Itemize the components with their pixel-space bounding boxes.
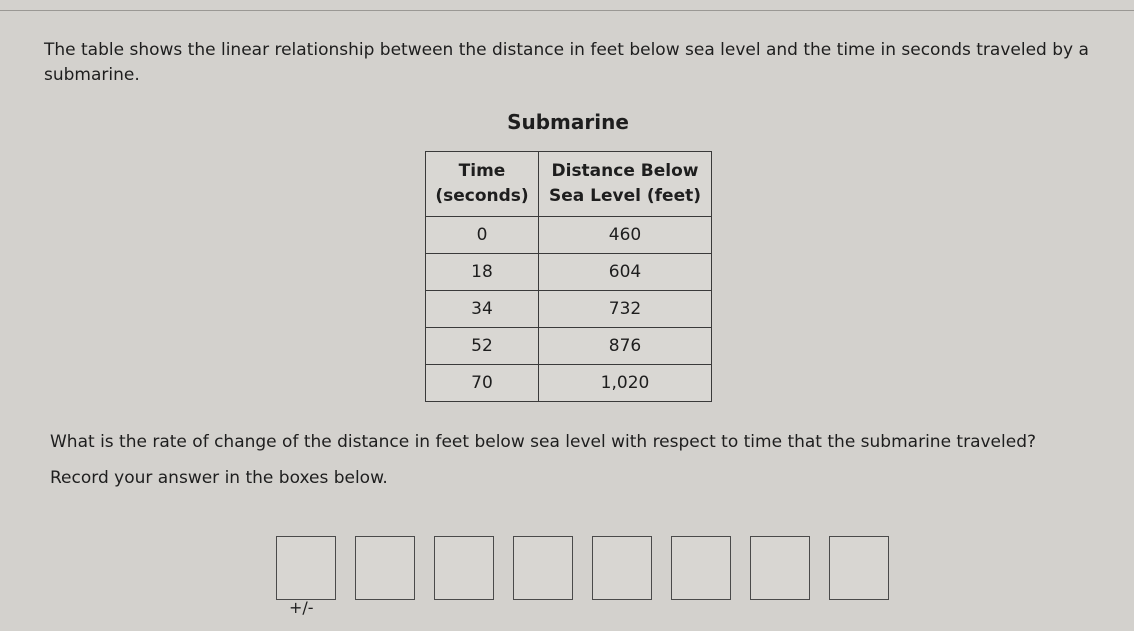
time-cell: 70	[426, 365, 539, 402]
answer-box-sign[interactable]	[276, 536, 336, 600]
answer-box-digit-4[interactable]	[592, 536, 652, 600]
answer-box-digit-7[interactable]	[829, 536, 889, 600]
intro-text: The table shows the linear relationship between the distance in feet below sea level and the time in seconds traveled by a submarine.	[44, 40, 1089, 85]
answer-box-digit-6[interactable]	[750, 536, 810, 600]
answer-box-digit-5[interactable]	[671, 536, 731, 600]
time-cell: 34	[426, 291, 539, 328]
table-title: Submarine	[507, 110, 629, 134]
time-column-header: Time (seconds)	[426, 152, 539, 217]
time-cell: 18	[426, 254, 539, 291]
distance-cell: 732	[539, 291, 712, 328]
answer-box-digit-1[interactable]	[355, 536, 415, 600]
distance-cell: 604	[539, 254, 712, 291]
answer-box-digit-3[interactable]	[513, 536, 573, 600]
time-cell: 52	[426, 328, 539, 365]
distance-cell: 460	[539, 217, 712, 254]
submarine-table	[425, 151, 712, 402]
table-header-row	[426, 152, 712, 217]
table-row	[426, 217, 712, 254]
table-row	[426, 328, 712, 365]
distance-column-header: Distance Below Sea Level (feet)	[539, 152, 712, 217]
sign-label: +/-	[289, 598, 314, 617]
distance-cell: 876	[539, 328, 712, 365]
top-divider	[0, 10, 1134, 11]
time-cell: 0	[426, 217, 539, 254]
table-row	[426, 254, 712, 291]
question-text: What is the rate of change of the distance in feet below sea level with respect to time that the submarine traveled?	[50, 432, 1037, 452]
answer-box-digit-2[interactable]	[434, 536, 494, 600]
table-row	[426, 291, 712, 328]
distance-cell: 1,020	[539, 365, 712, 402]
instruction-text: Record your answer in the boxes below.	[50, 468, 388, 488]
table-row	[426, 365, 712, 402]
